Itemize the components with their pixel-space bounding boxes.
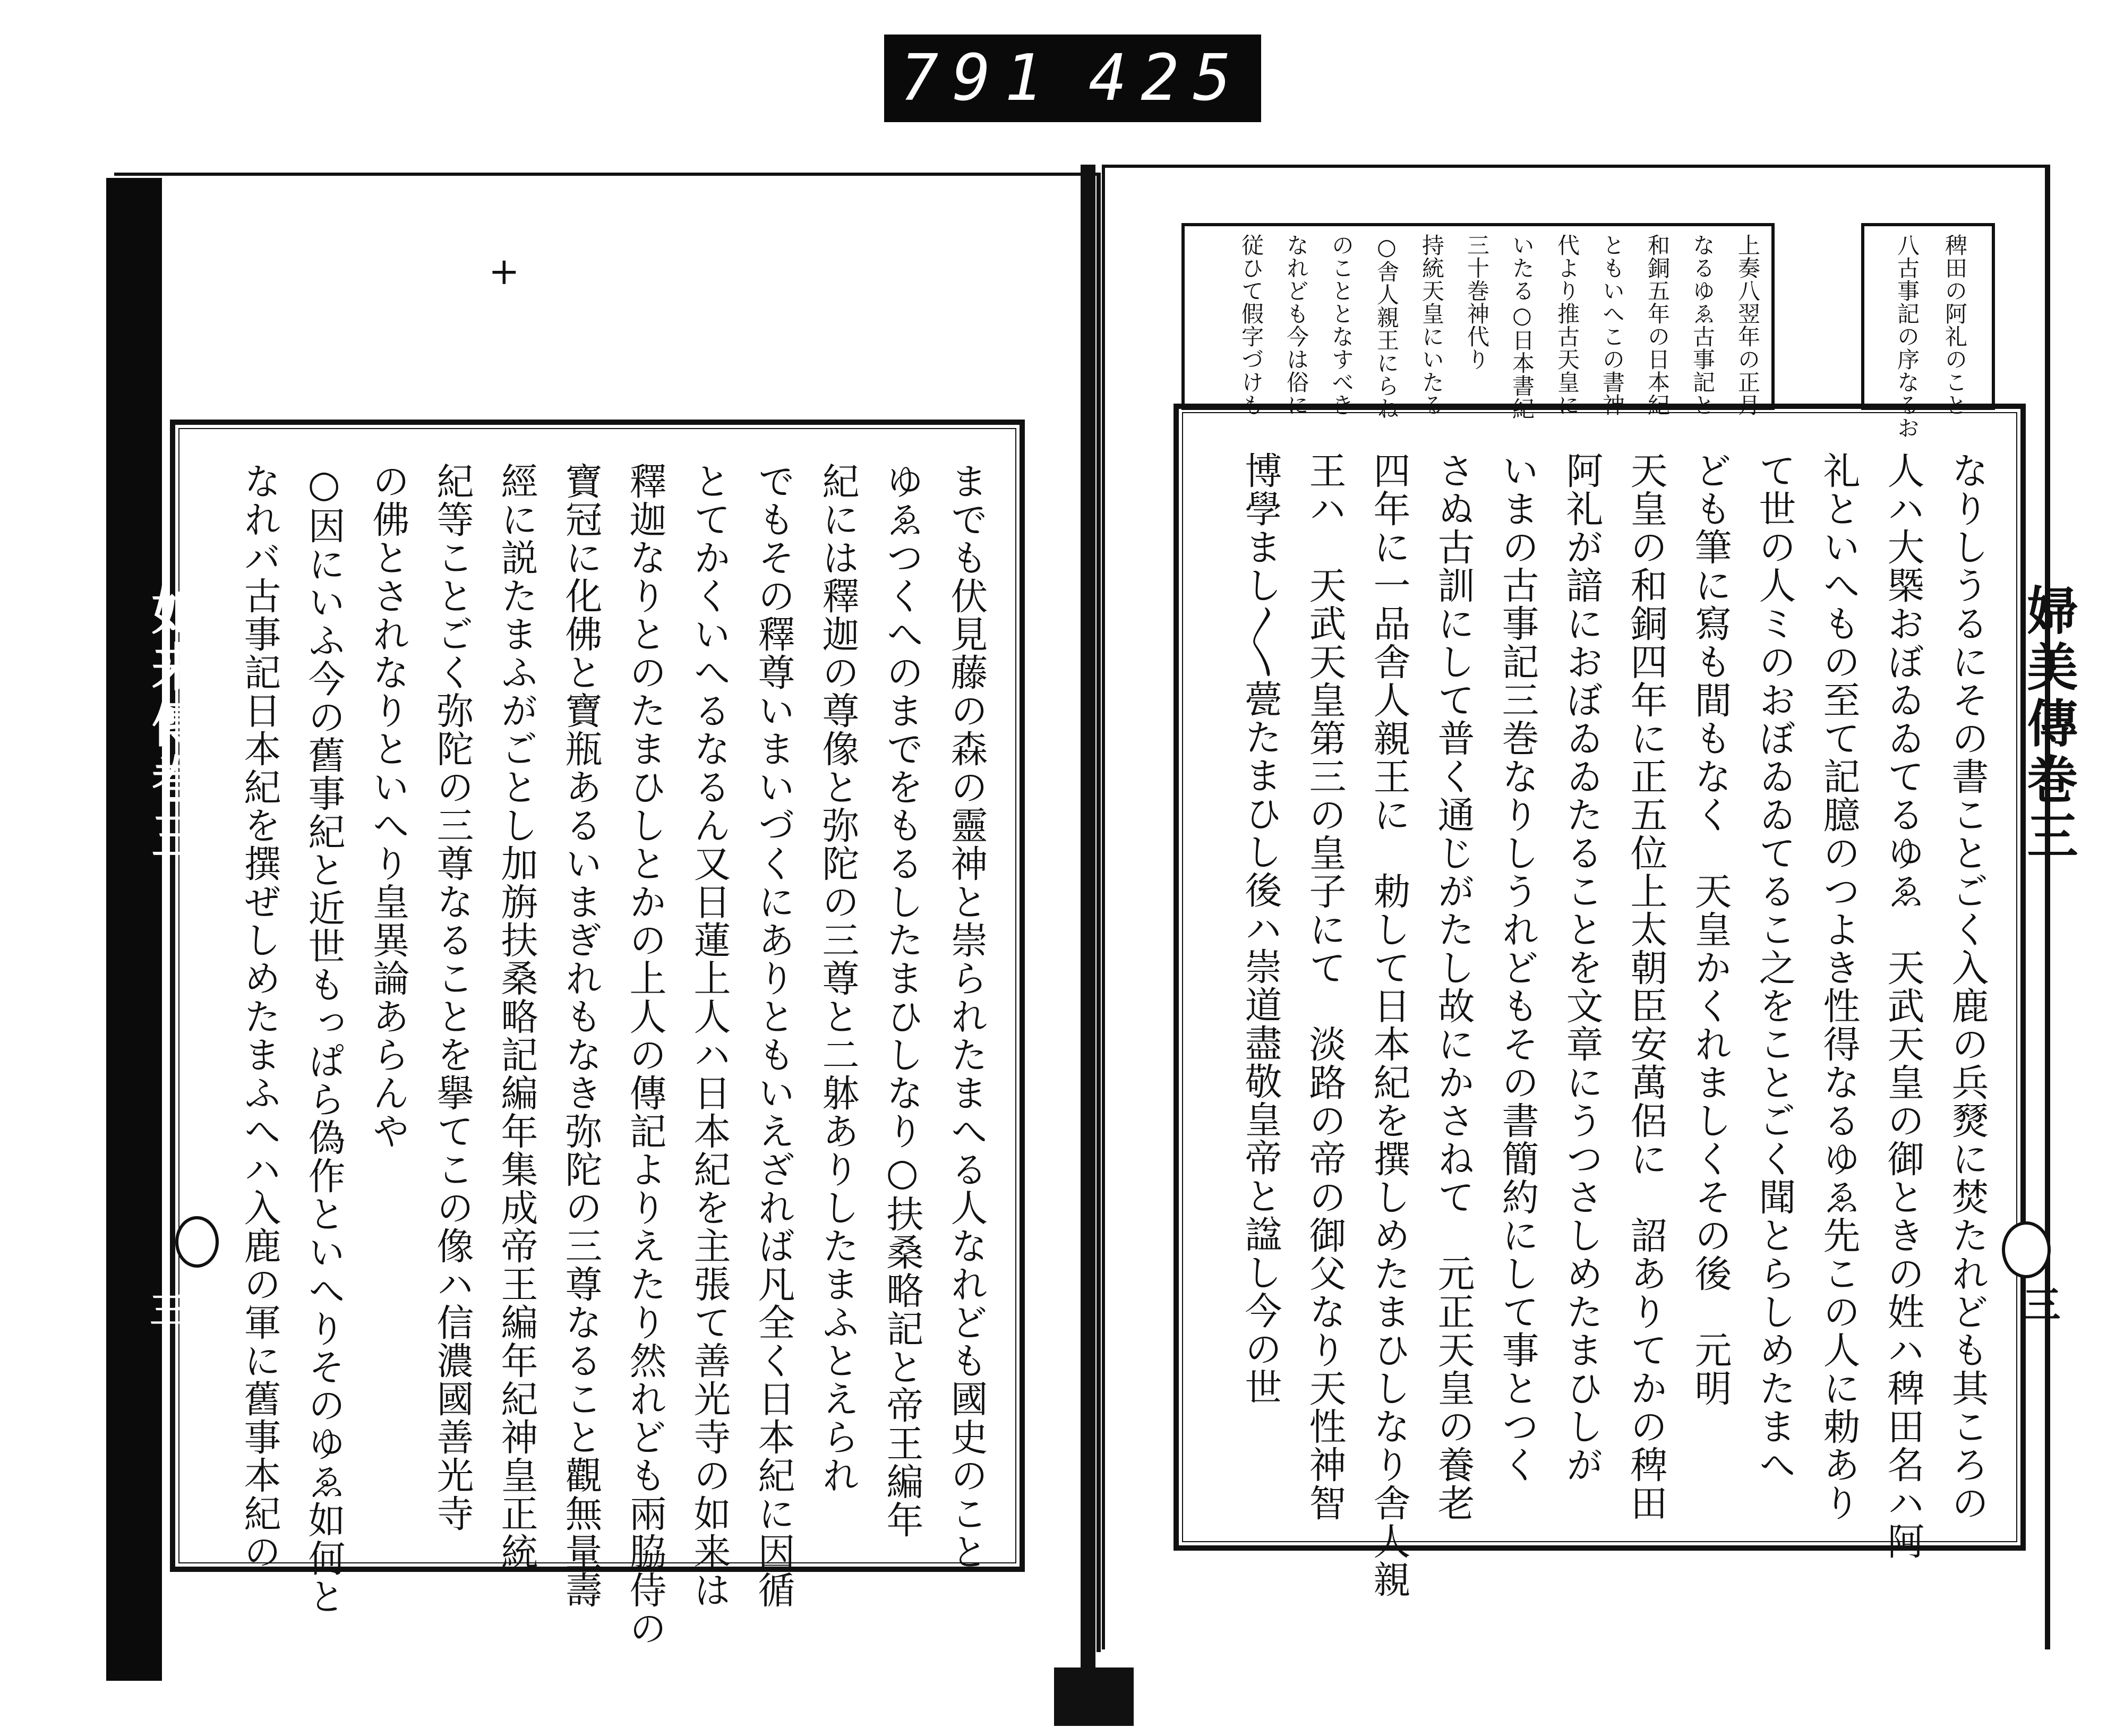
text-column: 釋迦なりとのたまひしとかの上人の傳記よりえたり然れども兩脇侍の bbox=[623, 462, 667, 1647]
text-column: 經に説たまふがごとし加旃扶桑略記編年集成帝王編年紀神皇正統 bbox=[495, 462, 538, 1571]
text-column: ○因にいふ今の舊事紀と近世もっぱら偽作といへりそのゆゑ如何と bbox=[302, 462, 346, 1615]
text-column: いまの古事記三巻なりしうれどもその書簡約にして事とつく bbox=[1496, 451, 1539, 1484]
headnote-column: 和銅五年の日本紀 bbox=[1645, 234, 1671, 416]
text-column: とてかくいへるなるん又日蓮上人ハ日本紀を主張て善光寺の如来は bbox=[688, 462, 731, 1609]
left-header-title: 如来傳巻三 bbox=[143, 584, 203, 866]
text-column: ども筆に寫も間もなく 天皇かくれましくその後 元明 bbox=[1689, 451, 1732, 1407]
text-column: なりしうるにその書ことごく入鹿の兵燹に焚たれども其ころの bbox=[1946, 451, 1989, 1522]
headnote-column: いたる○日本書紀 bbox=[1509, 234, 1535, 420]
call-number-left: 791 bbox=[900, 41, 1057, 115]
headnote-column: 持統天皇にいたる bbox=[1419, 234, 1445, 416]
text-column: 紀には釋迦の尊像と弥陀の三尊と二躰ありしたまふとえられ bbox=[816, 462, 860, 1494]
right-folio-num: 三 bbox=[2017, 1285, 2061, 1322]
headnote-column: 上奏八翌年の正月 bbox=[1735, 234, 1761, 416]
headnote-column: 代より推古天皇に bbox=[1554, 234, 1580, 416]
text-column: なれバ古事記日本紀を撰ぜしめたまふへハ入鹿の軍に舊事本紀の bbox=[238, 462, 281, 1571]
ink-mark: + bbox=[489, 250, 520, 293]
left-folio bbox=[175, 1216, 219, 1268]
text-column: 人ハ大槩おぼゐゐてるゆゑ 天武天皇の御ときの姓ハ稗田名ハ阿 bbox=[1881, 451, 1925, 1560]
right-folio bbox=[2002, 1221, 2051, 1278]
text-column: でもその釋尊いまいづくにありともいえざれば凡全く日本紀に因循 bbox=[752, 462, 795, 1609]
text-column: 王ハ 天武天皇第三の皇子にて 淡路の帝の御父なり天性神智 bbox=[1303, 451, 1347, 1522]
text-column: 寶冠に化佛と寶瓶あるいまぎれもなき弥陀の三尊なること觀無量壽 bbox=[559, 462, 603, 1609]
headnote-column: ともいへこの書神 bbox=[1599, 234, 1625, 416]
left-folio-num: 三 bbox=[144, 1290, 188, 1328]
headnote-column: 三十巻神代り bbox=[1464, 234, 1490, 371]
text-column: て世の人ミのおぼゐゐてるこ之をことごく聞とらしめたまへ bbox=[1753, 451, 1796, 1484]
text-column: 紀等ことごく弥陀の三尊なることを擧てこの像ハ信濃國善光寺 bbox=[431, 462, 474, 1533]
text-column: の佛とされなりといへり皇異論あらんや bbox=[366, 462, 410, 1150]
headnote-column: 従ひて假字づけも bbox=[1238, 234, 1264, 416]
headnote-column: ○舎人親王にらね bbox=[1374, 234, 1400, 420]
text-column: 天皇の和銅四年に正五位上太朝臣安萬侶に 詔ありてかの稗田 bbox=[1624, 451, 1668, 1522]
text-column: 礼といへもの至て記臆のつよき性得なるゆゑ先この人に勅あり bbox=[1817, 451, 1861, 1522]
call-number-right: 425 bbox=[1089, 41, 1245, 115]
text-column: さぬ古訓にして普く通じがたし故にかさねて 元正天皇の養老 bbox=[1432, 451, 1475, 1522]
binding-foot bbox=[1054, 1667, 1134, 1726]
text-column: 阿礼が諳におぼゐゐたることを文章にうつさしめたまひしが bbox=[1560, 451, 1604, 1484]
text-column: までも伏見藤の森の靈神と崇られたまへる人なれども國史のこと bbox=[945, 462, 988, 1571]
left-spine bbox=[106, 178, 162, 1681]
text-column: 博學まし〳〵甍たまひし後ハ崇道盡敬皇帝と諡し今の世 bbox=[1239, 451, 1282, 1406]
headnote-column: なれども今は俗に bbox=[1283, 234, 1309, 416]
right-headnote-box-small bbox=[1861, 223, 1995, 410]
text-column: ゆゑつくへのまでをもるしたまひしなり○扶桑略記と帝王編年 bbox=[880, 462, 924, 1539]
center-binding bbox=[1081, 165, 1095, 1678]
text-column: 四年に一品舎人親王に 勅して日本紀を撰しめたまひしなり舎人親 bbox=[1367, 451, 1411, 1598]
headnote-column: 八古事記の序なるお bbox=[1894, 234, 1920, 439]
headnote-column: のこととなすべき bbox=[1329, 234, 1355, 416]
headnote-column: 稗田の阿礼のこと bbox=[1942, 234, 1968, 416]
headnote-column: なるゆゑ古事記と bbox=[1690, 234, 1716, 416]
right-header-title: 婦美傳巻三 bbox=[2019, 584, 2079, 866]
